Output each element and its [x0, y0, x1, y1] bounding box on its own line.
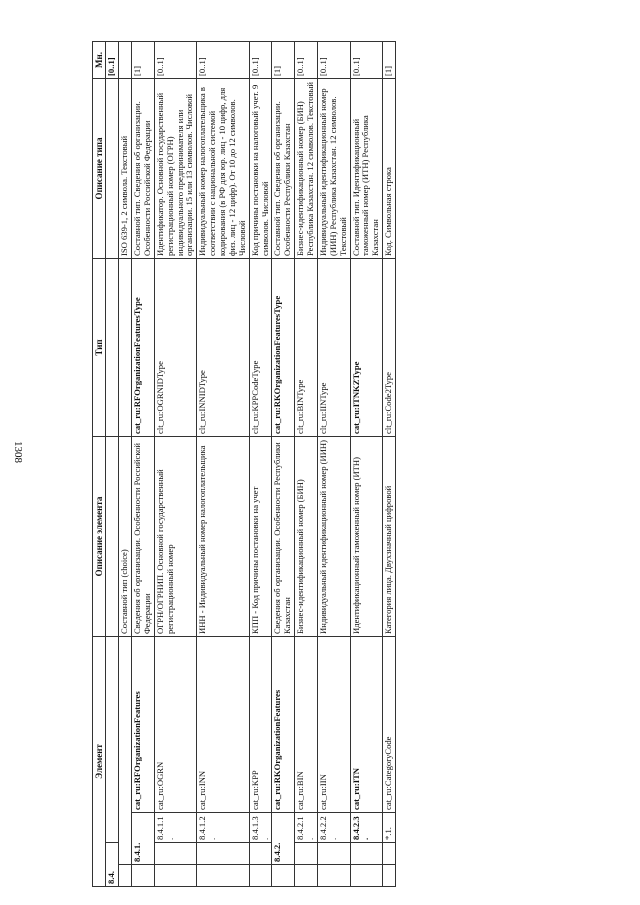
row-name: cat_ru:KPP: [249, 636, 272, 812]
row-type: clt_ru:IINType: [317, 258, 350, 436]
page-number: 1308: [12, 441, 24, 463]
row-type-desc: Составной тип. Сведения об организации. Особенности Российской Федерации: [132, 78, 155, 258]
row-mn: [0..1]: [295, 41, 318, 78]
table-row: [317, 41, 350, 886]
header-row: [93, 41, 106, 886]
row-name: cat_ru:INN: [197, 636, 249, 812]
row-type-desc: Составной тип. Сведения об организации. Особенности Республики Казахстан: [272, 78, 295, 258]
row-type: clt_ru:OGRNIDType: [154, 258, 197, 436]
row-mn: [0..1]: [317, 41, 350, 78]
row-type: clt_ru:INNIDType: [197, 258, 249, 436]
row-desc: Сведения об организации. Особенности Российской Федерации: [132, 436, 155, 636]
row-mn: [1]: [272, 41, 295, 78]
row-type-desc: Составной тип. Идентификационный таможенный номер (ИТН) Республика Казахстан: [350, 78, 383, 258]
row-type-desc: Бизнес-идентификационный номер (БИН) Республика Казахстан. 12 символов. Текстовый: [295, 78, 318, 258]
rotated-table-wrapper: [92, 42, 612, 887]
table-row: [249, 41, 272, 886]
header-type-desc: Описание типа: [93, 78, 106, 258]
table-row: [272, 41, 295, 886]
row-type: clt_ru:BINType: [295, 258, 318, 436]
row-num: 8.4.1.2.: [197, 813, 249, 843]
row-mn: [0..1]: [154, 41, 197, 78]
row-desc: ОГРН/ОГРНИП. Основной государственный регистрационный номер: [154, 436, 197, 636]
header-element: Элемент: [93, 636, 106, 886]
row-num: 8.4.1.3.: [249, 813, 272, 843]
row-type: cat_ru:RKOrganizationFeaturesType: [272, 258, 295, 436]
row-mn: [0..1]: [350, 41, 383, 78]
row-name: cat_ru:RKOrganizationFeatures: [272, 636, 295, 812]
table-row: [119, 41, 132, 886]
header-mn: Мн.: [93, 41, 106, 78]
header-element-desc: Описание элемента: [93, 436, 106, 636]
row-name: cat_ru:OGRN: [154, 636, 197, 812]
row-mn: [0..1]: [197, 41, 249, 78]
row-num: *.1.: [383, 813, 396, 843]
row-type: clt_ru:KPPCodeType: [249, 258, 272, 436]
row-desc: Идентификационный таможенный номер (ИТН): [350, 436, 383, 636]
row-num: 8.4.2.2.: [317, 813, 350, 843]
table-row: [295, 41, 318, 886]
table-row: [197, 41, 249, 886]
row-mn: [1]: [383, 41, 396, 78]
table-row: [154, 41, 197, 886]
row-mn: [1]: [132, 41, 155, 78]
row-type-desc: Индивидуальный идентификационный номер (ИИН) Республика Казахстан. 12 символов. Текстовый: [317, 78, 350, 258]
row-mn: [0..1]: [249, 41, 272, 78]
row-desc: Категория лица. Двухзначный цифровой: [383, 436, 396, 636]
row-desc: Сведения об организации. Особенности Республики Казахстан: [272, 436, 295, 636]
table-row: [350, 41, 383, 886]
row-name: cat_ru:RFOrganizationFeatures: [132, 636, 155, 812]
table-row: [383, 41, 396, 886]
row-name: cat_ru:IIN: [317, 636, 350, 812]
table-row: [132, 41, 155, 886]
row-type-desc: Код. Символьная строка: [383, 78, 396, 258]
row-type-desc: Код причины постановки на налоговый учет. 9 символов. Числовой: [249, 78, 272, 258]
row-type: cat_ru:ITNKZType: [350, 258, 383, 436]
row-desc: Составной тип (choice): [119, 436, 132, 636]
row-type-desc: ISO 639-1, 2 символа. Текстовый: [119, 78, 132, 258]
row-num: 8.4.2.1.: [295, 813, 318, 843]
row-mn: [0..1]: [106, 41, 119, 78]
table-row: [106, 41, 119, 886]
row-desc: Индивидуальный идентификационный номер (ИИН): [317, 436, 350, 636]
row-type-desc: Индивидуальный номер налогоплательщика в соответствии с национальной системой кодирования (в РФ для юр. лиц - 10 цифр, для физ. лиц - 12 цифр). От 10 до 12 символов. Числовой: [197, 78, 249, 258]
row-type-desc: Идентификатор. Основной государственный регистрационный номер (ОГРН) индивидуального предпринимателя или организации. 15 или 13 символов. Числовой: [154, 78, 197, 258]
row-name: cat_ru:CategoryCode: [383, 636, 396, 812]
row-num: 8.4.1.1.: [154, 813, 197, 843]
elements-table: [92, 41, 396, 887]
header-type: Тип: [93, 258, 106, 436]
row-num: 8.4.: [106, 843, 119, 887]
row-type: cat_ru:RFOrganizationFeaturesType: [132, 258, 155, 436]
row-num: 8.4.1.: [132, 813, 155, 865]
row-name: cat_ru:ITN: [350, 636, 383, 812]
row-num: 8.4.2.: [272, 813, 295, 865]
row-desc: Бизнес-идентификационный номер (БИН): [295, 436, 318, 636]
row-type: clt_ru:Code2Type: [383, 258, 396, 436]
row-num: 8.4.2.3.: [350, 813, 383, 843]
row-name: cat_ru:BIN: [295, 636, 318, 812]
row-desc: КПП - Код причины постановки на учет: [249, 436, 272, 636]
row-desc: ИНН - Индивидуальный номер налогоплательщика: [197, 436, 249, 636]
